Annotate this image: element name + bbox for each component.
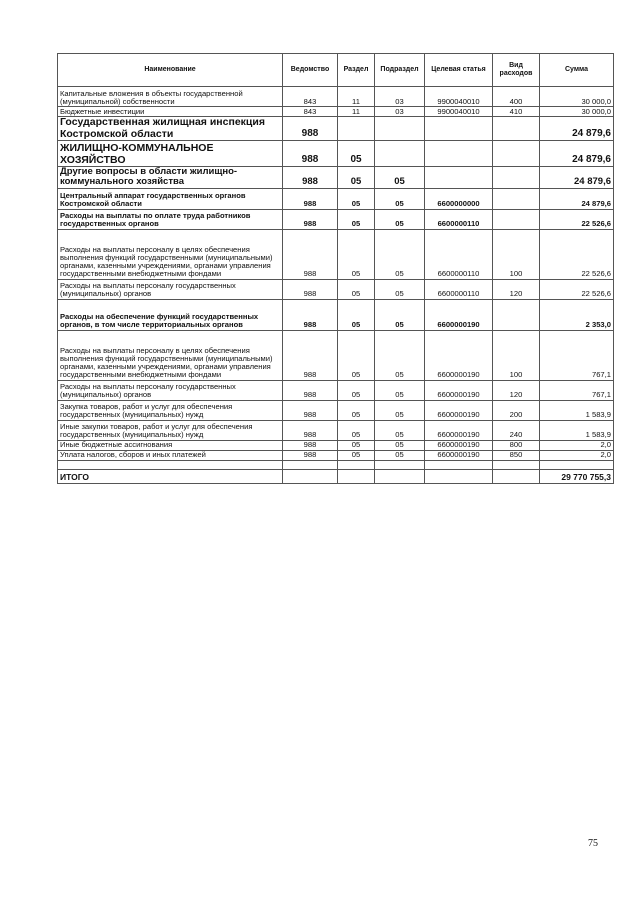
row-dept: 988 <box>283 229 338 279</box>
row-type <box>493 299 540 330</box>
row-subsection: 05 <box>375 299 425 330</box>
row-name: Закупка товаров, работ и услуг для обеспечения государственных (муниципальных) нужд <box>58 400 283 420</box>
row-target: 6600000190 <box>425 450 493 460</box>
row-sum: 24 879,6 <box>540 141 614 167</box>
row-sum: 24 879,6 <box>540 188 614 209</box>
row-subsection: 05 <box>375 420 425 440</box>
row-subsection: 05 <box>375 330 425 380</box>
table-row <box>58 330 614 380</box>
row-subsection <box>375 117 425 141</box>
row-subsection: 05 <box>375 400 425 420</box>
header-type: Вид расходов <box>493 54 540 87</box>
row-target: 6600000190 <box>425 400 493 420</box>
row-dept: 988 <box>283 188 338 209</box>
table-row <box>58 229 614 279</box>
row-type: 240 <box>493 420 540 440</box>
header-target: Целевая статья <box>425 54 493 87</box>
row-sum: 2,0 <box>540 440 614 450</box>
row-target: 6600000190 <box>425 440 493 450</box>
row-dept: 843 <box>283 87 338 107</box>
row-subsection: 05 <box>375 450 425 460</box>
row-sum: 2 353,0 <box>540 299 614 330</box>
row-section: 05 <box>338 229 375 279</box>
row-dept: 988 <box>283 450 338 460</box>
total-row <box>58 469 614 483</box>
row-sum: 767,1 <box>540 330 614 380</box>
row-sum: 1 583,9 <box>540 400 614 420</box>
header-dept: Ведомство <box>283 54 338 87</box>
row-target: 6600000110 <box>425 279 493 299</box>
row-type <box>493 117 540 141</box>
row-target <box>425 141 493 167</box>
table-row <box>58 107 614 117</box>
table-row <box>58 188 614 209</box>
row-section: 05 <box>338 299 375 330</box>
row-subsection: 05 <box>375 279 425 299</box>
row-name: Расходы на выплаты персоналу в целях обеспечения выполнения функций государственными (муниципальными) органами, казенными учреждениями, органами управления государственными внебюджетными фондами <box>58 330 283 380</box>
header-name: Наименование <box>58 54 283 87</box>
row-section <box>338 117 375 141</box>
row-section: 05 <box>338 141 375 167</box>
row-target: 6600000190 <box>425 299 493 330</box>
row-section: 05 <box>338 400 375 420</box>
row-type <box>493 141 540 167</box>
row-type: 410 <box>493 107 540 117</box>
total-sum: 29 770 755,3 <box>540 469 614 483</box>
row-dept: 988 <box>283 420 338 440</box>
row-type: 120 <box>493 279 540 299</box>
row-sum: 2,0 <box>540 450 614 460</box>
row-dept: 988 <box>283 141 338 167</box>
row-sum: 22 526,6 <box>540 279 614 299</box>
row-dept: 988 <box>283 299 338 330</box>
row-type: 850 <box>493 450 540 460</box>
row-subsection: 05 <box>375 209 425 229</box>
row-subsection: 05 <box>375 380 425 400</box>
row-dept: 843 <box>283 107 338 117</box>
row-target <box>425 117 493 141</box>
row-name: Расходы на выплаты персоналу государственных (муниципальных) органов <box>58 279 283 299</box>
row-type: 200 <box>493 400 540 420</box>
row-name: Другие вопросы в области жилищно-коммунального хозяйства <box>58 167 283 189</box>
header-sum: Сумма <box>540 54 614 87</box>
table-row <box>58 279 614 299</box>
row-dept: 988 <box>283 279 338 299</box>
row-sum: 24 879,6 <box>540 167 614 189</box>
row-target: 6600000000 <box>425 188 493 209</box>
table-row <box>58 167 614 189</box>
budget-table <box>57 53 614 484</box>
row-type <box>493 188 540 209</box>
table-row <box>58 299 614 330</box>
row-type: 100 <box>493 229 540 279</box>
table-row <box>58 209 614 229</box>
row-name: Иные закупки товаров, работ и услуг для обеспечения государственных (муниципальных) нужд <box>58 420 283 440</box>
row-section: 05 <box>338 330 375 380</box>
table-spacer-row <box>58 460 614 469</box>
table-row <box>58 117 614 141</box>
row-section: 11 <box>338 107 375 117</box>
total-label: ИТОГО <box>58 469 283 483</box>
row-section: 05 <box>338 167 375 189</box>
row-name: ЖИЛИЩНО-КОММУНАЛЬНОЕ ХОЗЯЙСТВО <box>58 141 283 167</box>
row-subsection: 05 <box>375 167 425 189</box>
row-name: Расходы на обеспечение функций государственных органов, в том числе территориальных органов <box>58 299 283 330</box>
row-section: 05 <box>338 420 375 440</box>
row-type: 120 <box>493 380 540 400</box>
row-target: 6600000110 <box>425 229 493 279</box>
row-dept: 988 <box>283 380 338 400</box>
row-section: 05 <box>338 380 375 400</box>
row-target: 6600000110 <box>425 209 493 229</box>
table-row <box>58 141 614 167</box>
row-target: 6600000190 <box>425 420 493 440</box>
row-type: 800 <box>493 440 540 450</box>
row-dept: 988 <box>283 117 338 141</box>
row-dept: 988 <box>283 400 338 420</box>
row-sum: 1 583,9 <box>540 420 614 440</box>
table-row <box>58 450 614 460</box>
row-type <box>493 167 540 189</box>
row-section: 05 <box>338 450 375 460</box>
row-section: 05 <box>338 188 375 209</box>
row-sum: 22 526,6 <box>540 209 614 229</box>
row-section: 05 <box>338 440 375 450</box>
header-subsection: Подраздел <box>375 54 425 87</box>
row-name: Расходы на выплаты по оплате труда работников государственных органов <box>58 209 283 229</box>
row-type: 400 <box>493 87 540 107</box>
table-row <box>58 380 614 400</box>
row-subsection <box>375 141 425 167</box>
row-type: 100 <box>493 330 540 380</box>
table-header-row <box>58 54 614 87</box>
row-target: 9900040010 <box>425 87 493 107</box>
table-row <box>58 420 614 440</box>
row-target <box>425 167 493 189</box>
row-dept: 988 <box>283 209 338 229</box>
row-name: Центральный аппарат государственных органов Костромской области <box>58 188 283 209</box>
row-subsection: 05 <box>375 440 425 450</box>
row-name: Капитальные вложения в объекты государственной (муниципальной) собственности <box>58 87 283 107</box>
row-section: 05 <box>338 279 375 299</box>
row-name: Расходы на выплаты персоналу в целях обеспечения выполнения функций государственными (муниципальными) органами, казенными учреждениями, органами управления государственными внебюджетными фондами <box>58 229 283 279</box>
row-name: Уплата налогов, сборов и иных платежей <box>58 450 283 460</box>
row-dept: 988 <box>283 330 338 380</box>
row-sum: 30 000,0 <box>540 87 614 107</box>
row-type <box>493 209 540 229</box>
row-target: 9900040010 <box>425 107 493 117</box>
row-name: Государственная жилищная инспекция Костромской области <box>58 117 283 141</box>
row-subsection: 05 <box>375 229 425 279</box>
table-row <box>58 87 614 107</box>
row-target: 6600000190 <box>425 380 493 400</box>
row-sum: 22 526,6 <box>540 229 614 279</box>
table-row <box>58 440 614 450</box>
row-subsection: 05 <box>375 188 425 209</box>
page-number: 75 <box>588 838 598 849</box>
row-sum: 767,1 <box>540 380 614 400</box>
row-target: 6600000190 <box>425 330 493 380</box>
row-dept: 988 <box>283 440 338 450</box>
row-subsection: 03 <box>375 87 425 107</box>
row-name: Иные бюджетные ассигнования <box>58 440 283 450</box>
header-section: Раздел <box>338 54 375 87</box>
row-sum: 24 879,6 <box>540 117 614 141</box>
row-section: 11 <box>338 87 375 107</box>
row-name: Расходы на выплаты персоналу государственных (муниципальных) органов <box>58 380 283 400</box>
row-section: 05 <box>338 209 375 229</box>
row-name: Бюджетные инвестиции <box>58 107 283 117</box>
row-dept: 988 <box>283 167 338 189</box>
table-row <box>58 400 614 420</box>
row-subsection: 03 <box>375 107 425 117</box>
row-sum: 30 000,0 <box>540 107 614 117</box>
